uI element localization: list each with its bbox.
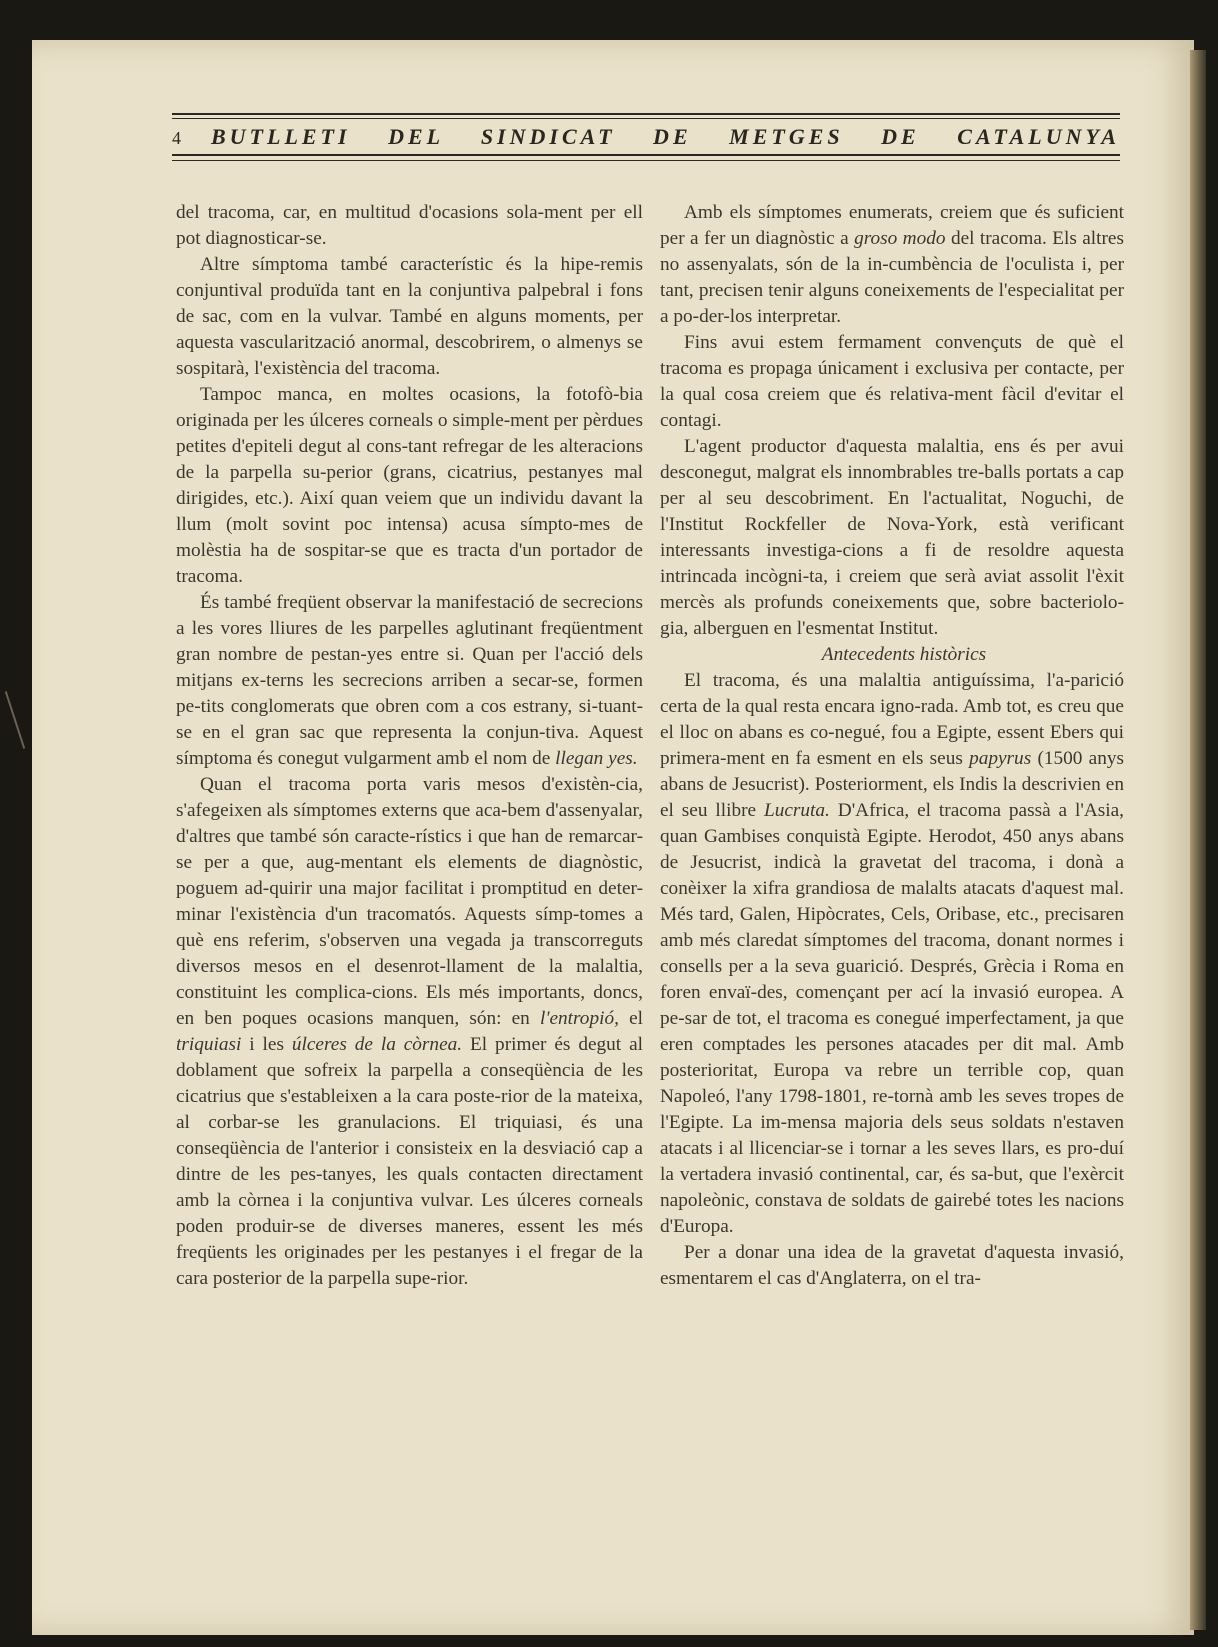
paragraph: Altre símptoma també característic és la hipe-remis conjuntival produïda tant en la conjuntiva palpebral i fons de sac, com en la vulvar. També en alguns moments, per aquesta vascularització anormal, descobrirem, o almenys se sospitarà, l'existència del tracoma. — [176, 254, 643, 379]
italic-term: groso modo — [854, 228, 946, 249]
text-run: És també freqüent observar la manifestació de secrecions a les vores lliures de les parpelles aglutinant freqüentment gran nombre de pestan-yes entre si. Quan per l'acció dels mitjans ex-terns les secrecions arriben a secar-se, formen pe-tits conglomerats que obren com a cos estrany, si-tuant-se en el gran sac que representa la conjun-tiva. Aquest símptoma és conegut vulgarment amb el nom de — [176, 592, 643, 769]
italic-term: llegan yes. — [555, 748, 638, 769]
header-rule-top — [172, 113, 1120, 115]
journal-title: BUTLLETI DEL SINDICAT DE METGES DE CATALUNYA — [211, 124, 1120, 149]
section-heading: Antecedents històrics — [821, 644, 987, 665]
header-rule-bottom-thin — [172, 160, 1120, 161]
text-run: (1500 anys abans de Jesucrist). Posteriorment, els Indis la descrivien en el seu llibre — [660, 748, 1124, 821]
left-column — [176, 200, 643, 1292]
header-rule-bottom — [172, 154, 1120, 156]
paragraph: Per a donar una idea de la gravetat d'aquesta invasió, esmentarem el cas d'Anglaterra, on el tra- — [660, 1242, 1124, 1289]
text-run: del tracoma. Els altres no assenyalats, són de la in-cumbència de l'oculista i, per tant, precisen tenir alguns coneixements de l'especialitat per a po-der-los interpretar. — [660, 228, 1124, 327]
paragraph — [176, 772, 643, 1292]
header-rule-top-thin — [172, 118, 1120, 119]
text-run: Amb els símptomes enumerats, creiem que és suficient per a fer un diagnòstic a — [660, 202, 1124, 249]
italic-term: Lucruta. — [763, 800, 830, 821]
paragraph: L'agent productor d'aquesta malaltia, ens és per avui desconegut, malgrat els innombrables tre-balls portats a cap per al seu descobriment. En l'actualitat, Noguchi, de l'Institut Rockfeller de Nova-York, està verificant interessants investiga-cions a fi de resoldre aquesta intrincada incògni-ta, i creiem que serà aviat assolit l'èxit mercès als profunds coneixements que, sobre bacteriolo-gia, alberguen en l'esmentat Institut. — [660, 436, 1124, 639]
italic-term: l'entropió, — [539, 1008, 619, 1029]
running-header — [172, 124, 1120, 150]
text-run: Quan el tracoma porta varis mesos d'existèn-cia, s'afegeixen als símptomes externs que aca-bem d'assenyalar, d'altres que també són caracte-rístics i que han de remarcar-se per a que, aug-mentant els elements de diagnòstic, poguem ad-quirir una major facilitat i promptitud en deter-minar l'existència d'un tracomatós. Aquests símp-tomes a què ens referim, s'observen una vegada ja transcorreguts diversos mesos en el desenrot-llament de la malaltia, constituint les complica-cions. Els més importants, doncs, en ben poques ocasions manquen, són: en — [176, 774, 643, 1029]
page-edge-shadow — [1190, 50, 1206, 1630]
text-run: El primer és degut al doblament que sofreix la parpella a conseqüència de les cicatrius que s'estableixen a la cara poste-rior de la mateixa, al corbar-se les granulacions. El triquiasi, és una conseqüència de l'anterior i consisteix en la desviació cap a dintre de les pes-tanyes, les quals contacten directament amb la còrnea i la conjuntiva vulvar. Les úlceres corneals poden produir-se de diverses maneres, essent les més freqüents les originades per les pestanyes i el fregar de la cara posterior de la parpella supe-rior. — [176, 1034, 643, 1289]
paragraph: Tampoc manca, en moltes ocasions, la fotofò-bia originada per les úlceres corneals o simple-ment per pèrdues petites d'epiteli degut al cons-tant refregar de les alteracions de la parpella su-perior (grans, cicatrius, pestanyes mal dirigides, etc.). Així quan veiem que un individu davant la llum (molt sovint poc intensa) acusa símpto-mes de molèstia ha de sospitar-se que es tracta d'un portador de tracoma. — [176, 384, 643, 587]
page-number: 4 — [172, 128, 181, 148]
paragraph: Fins avui estem fermament convençuts de què el tracoma es propaga únicament i exclusiva per contacte, per la qual cosa creiem que és relativa-ment fàcil d'evitar el contagi. — [660, 332, 1124, 431]
paragraph — [660, 200, 1124, 330]
paragraph — [660, 668, 1124, 1240]
italic-term: papyrus — [969, 748, 1032, 769]
text-run: D'Africa, el tracoma passà a l'Asia, quan Gambises conquistà Egipte. Herodot, 450 anys abans de Jesucrist, indicà la gravetat del tracoma, i donà a conèixer la xifra grandiosa de malalts atacats d'aquest mal. Més tard, Galen, Hipòcrates, Cels, Oribase, etc., precisaren amb més claredat símptomes del tracoma, donant normes i consells per a la seva guarició. Després, Grècia i Roma en foren envaï-des, començant per ací la invasió europea. A pe-sar de tot, el tracoma es conegué imperfectament, ja que eren comptades les persones atacades per dit mal. Amb posterioritat, Europa va rebre un terrible cop, quan Napoleó, l'any 1798-1801, re-tornà amb les seves tropes de l'Egipte. La im-mensa majoria dels seus soldats n'estaven atacats i al llicenciar-se i tornar a les seves llars, es pro-duí la vertadera invasió continental, car, és sa-but, que l'exèrcit napoleònic, constava de soldats de gairebé totes les nacions d'Europa. — [660, 800, 1124, 1237]
text-run: El tracoma, és una malaltia antiguíssima, l'a-parició certa de la qual resta encara igno-rada. Amb tot, es creu que el lloc on abans es co-negué, fou a Egipte, essent Ebers qui primera-ment en fa esment en els seus — [660, 670, 1124, 769]
text-run: i les — [249, 1034, 284, 1055]
margin-mark — [5, 691, 25, 749]
right-column — [660, 200, 1124, 1292]
text-run: el — [629, 1008, 643, 1029]
paragraph — [176, 590, 643, 772]
italic-term: triquiasi — [176, 1034, 242, 1055]
paragraph: del tracoma, car, en multitud d'ocasions sola-ment per ell pot diagnosticar-se. — [176, 202, 643, 249]
italic-term: úlceres de la còrnea. — [291, 1034, 463, 1055]
